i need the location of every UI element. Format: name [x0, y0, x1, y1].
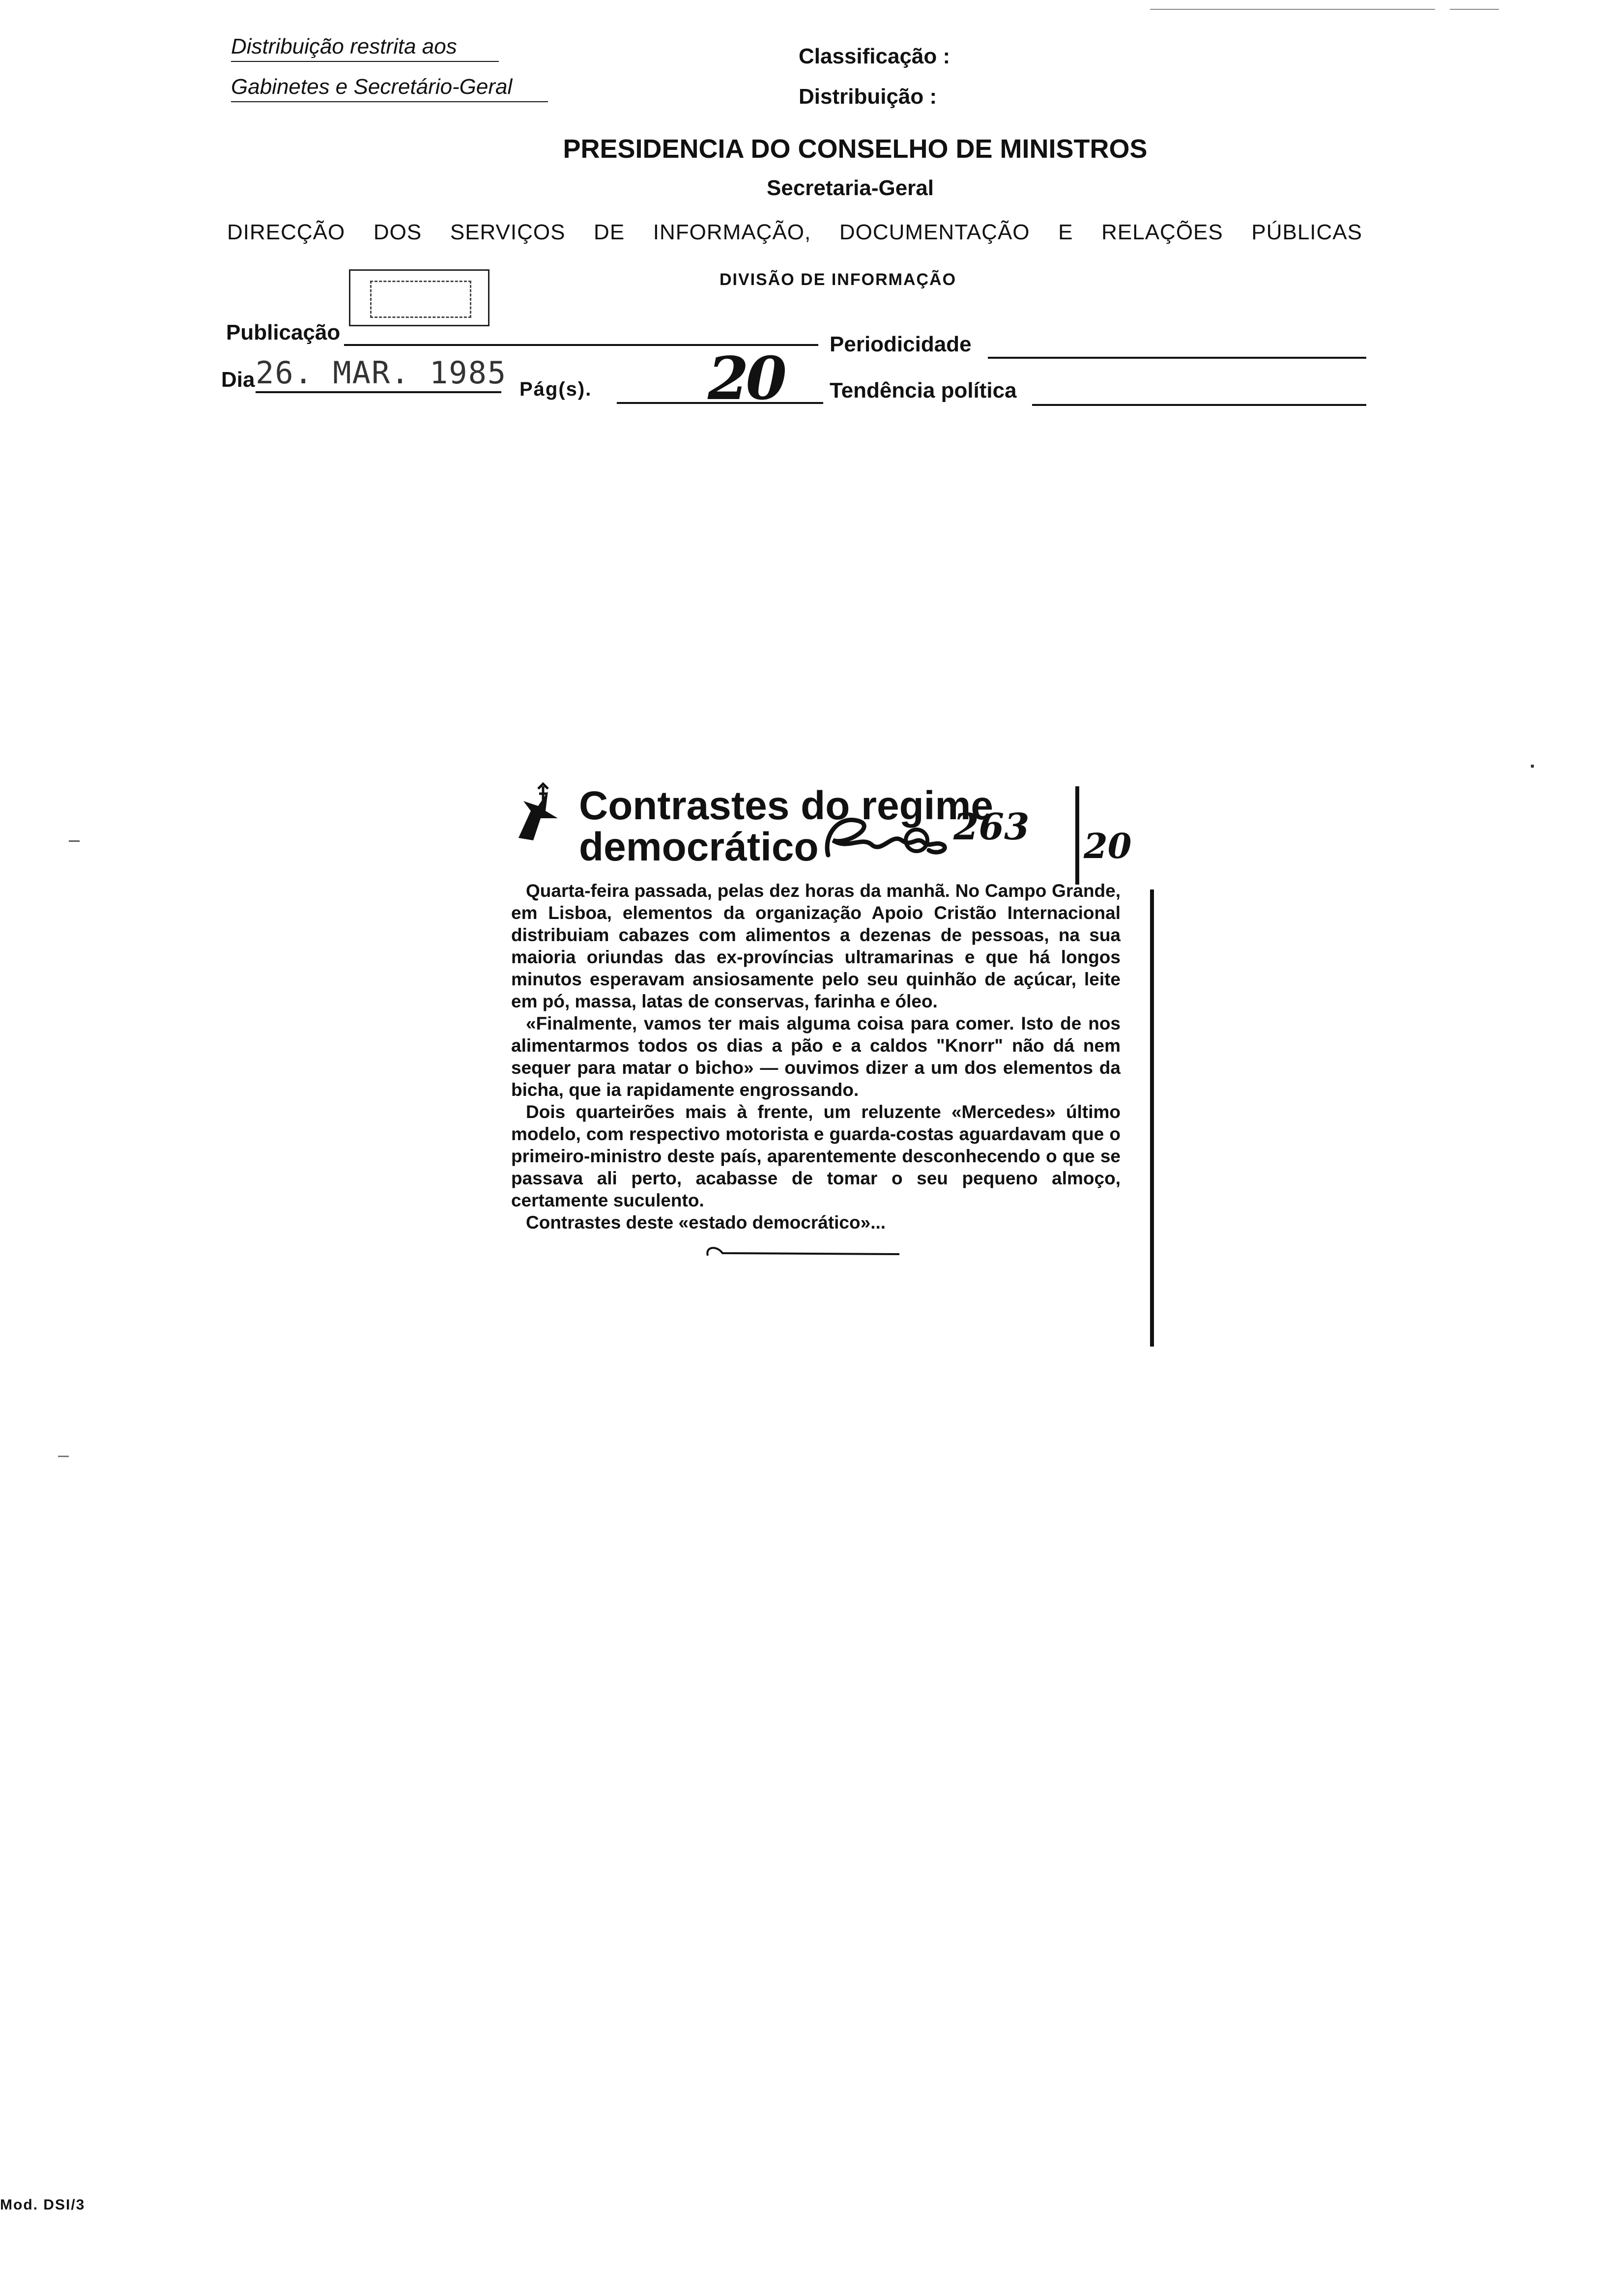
handwritten-page-number: 20 [1084, 826, 1132, 866]
article-paragraph-3: Dois quarteirões mais à frente, um reluzente «Mercedes» último modelo, com respectivo motorista e guarda-costas aguardavam que o primeiro-ministro deste país, aparentemente desconhecendo o que se passava ali perto, acabasse de tomar o seu pequeno almoço, certamente suculento. [511, 1102, 1121, 1210]
pags-handwritten-number: 20 [708, 344, 784, 413]
direccao-heading: DIRECÇÃO DOS SERVIÇOS DE INFORMAÇÃO, DOCUMENTAÇÃO E RELAÇÕES PÚBLICAS [227, 220, 1362, 244]
tendencia-label: Tendência política [830, 378, 1017, 402]
article-title-line-1: Contrastes do regime [579, 783, 993, 828]
presidencia-heading: PRESIDENCIA DO CONSELHO DE MINISTROS [563, 134, 1148, 164]
distribution-line-2: Gabinetes e Secretário-Geral [231, 75, 513, 99]
model-code: Mod. DSI/3 [0, 2197, 86, 2213]
article-title-line-2: democrático [579, 825, 819, 869]
date-stamp-box [349, 269, 489, 326]
distribuicao-label: Distribuição : [799, 85, 937, 109]
handwritten-bracket-line [1075, 786, 1079, 885]
scan-artifact-line [1150, 9, 1435, 10]
article-body [511, 880, 1121, 1234]
scan-speck [1531, 765, 1534, 768]
distribution-underline-1 [231, 61, 499, 62]
dia-stamped-date: 26. MAR. 1985 [256, 355, 507, 391]
pags-label: Pág(s). [519, 378, 592, 400]
scan-artifact-line [1450, 9, 1499, 10]
stamp-faded-mark [370, 281, 471, 318]
classificacao-label: Classificação : [799, 44, 950, 68]
handwritten-signature [818, 806, 956, 865]
scan-speck [69, 840, 80, 842]
scan-speck [58, 1456, 69, 1457]
newspaper-logo-icon [509, 781, 563, 845]
handwritten-underline [698, 1243, 904, 1263]
article-paragraph-4: Contrastes deste «estado democrático»... [526, 1212, 886, 1233]
distribution-line-1: Distribuição restrita aos [231, 34, 457, 58]
divisao-heading: DIVISÃO DE INFORMAÇÃO [719, 270, 957, 289]
periodicidade-label: Periodicidade [830, 332, 972, 356]
clipping-margin-rule [1150, 890, 1154, 1347]
dia-field-line [256, 391, 501, 393]
secretaria-heading: Secretaria-Geral [767, 176, 934, 200]
handwritten-reference-number: 263 [953, 806, 1030, 848]
publicacao-label: Publicação [226, 320, 341, 344]
distribution-underline-2 [231, 101, 548, 102]
periodicidade-field-line [988, 357, 1366, 359]
dia-label: Dia [221, 368, 255, 392]
tendencia-field-line [1032, 404, 1366, 406]
article-paragraph-2: «Finalmente, vamos ter mais alguma coisa para comer. Isto de nos alimentarmos todos os dias a pão e a caldos "Knorr" não dá nem sequer para matar o bicho» — ouvimos dizer a um dos elementos da bicha, que ia rapidamente engrossando. [511, 1013, 1121, 1100]
article-paragraph-1: Quarta-feira passada, pelas dez horas da manhã. No Campo Grande, em Lisboa, elementos da organização Apoio Cristão Internacional distribuiam cabazes com alimentos a dezenas de pessoas, na sua maioria oriundas das ex-províncias ultramarinas e que há longos minutos esperavam ansiosamente pelo seu quinhão de açúcar, leite em pó, massa, latas de conservas, farinha e óleo. [511, 881, 1121, 1011]
